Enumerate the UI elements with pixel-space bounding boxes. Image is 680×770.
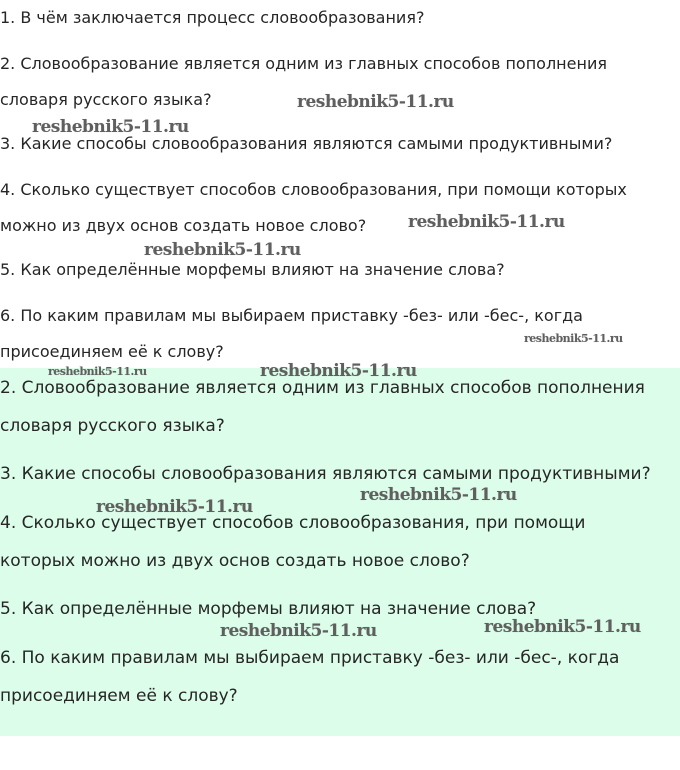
- watermark: reshebnik5-11.ru: [360, 485, 517, 505]
- watermark: reshebnik5-11.ru: [260, 361, 417, 381]
- question-line: 5. Как определённые морфемы влияют на значение слова?: [0, 599, 537, 619]
- watermark: reshebnik5-11.ru: [220, 621, 377, 641]
- question-line: 6. По каким правилам мы выбираем приставку -без- или -бес-, когда: [0, 306, 583, 325]
- watermark: reshebnik5-11.ru: [144, 240, 301, 260]
- question-line: 4. Сколько существует способов словообразования, при помощи: [0, 513, 586, 533]
- question-line: 2. Словообразование является одним из главных способов пополнения: [0, 54, 607, 73]
- question-line: присоединяем её к слову?: [0, 686, 238, 706]
- question-line: 1. В чём заключается процесс словообразования?: [0, 8, 425, 27]
- question-line: словаря русского языка?: [0, 416, 225, 436]
- question-line: которых можно из двух основ создать новое слово?: [0, 551, 470, 571]
- question-line: 6. По каким правилам мы выбираем приставку -без- или -бес-, когда: [0, 648, 620, 668]
- question-line: 3. Какие способы словообразования являются самыми продуктивными?: [0, 464, 651, 484]
- question-line: 2. Словообразование является одним из главных способов пополнения: [0, 378, 645, 398]
- watermark: reshebnik5-11.ru: [48, 365, 147, 378]
- question-line: присоединяем её к слову?: [0, 342, 224, 361]
- question-line: словаря русского языка?: [0, 90, 212, 109]
- watermark: reshebnik5-11.ru: [297, 92, 454, 112]
- watermark: reshebnik5-11.ru: [32, 117, 189, 137]
- question-line: 3. Какие способы словообразования являются самыми продуктивными?: [0, 134, 613, 153]
- question-line: можно из двух основ создать новое слово?: [0, 216, 367, 235]
- question-line: 4. Сколько существует способов словообразования, при помощи которых: [0, 180, 627, 199]
- question-line: 5. Как определённые морфемы влияют на значение слова?: [0, 260, 505, 279]
- watermark: reshebnik5-11.ru: [96, 497, 253, 517]
- watermark: reshebnik5-11.ru: [484, 617, 641, 637]
- watermark: reshebnik5-11.ru: [408, 212, 565, 232]
- watermark: reshebnik5-11.ru: [524, 332, 623, 345]
